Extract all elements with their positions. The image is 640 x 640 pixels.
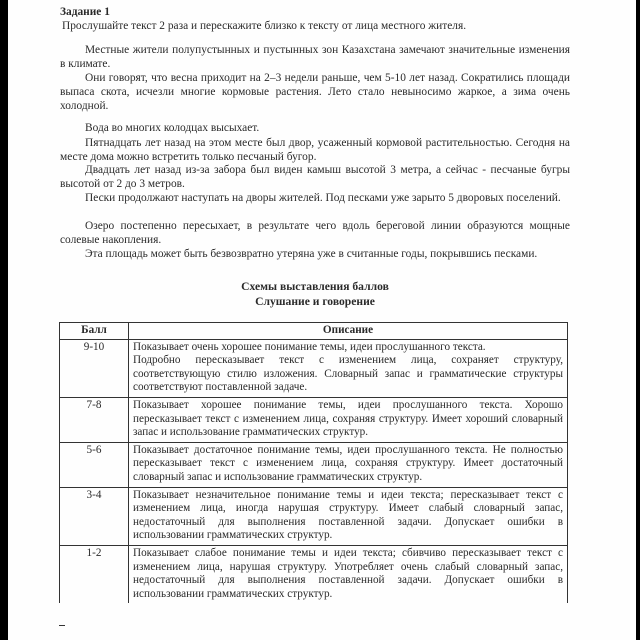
- paragraph: Вода во многих колодцах высыхает.: [85, 122, 260, 134]
- score-cell: 5-6: [60, 442, 129, 487]
- table-row: [60, 545, 568, 603]
- table-row: [60, 339, 568, 397]
- description-line: Подробно пересказывает текст с изменением лица, сохраняет структуру, соответствующую стилю изложения. Словарный запас и грамматические структуры соответствуют поставленной задаче.: [133, 354, 563, 394]
- description-cell: Показывает незначительное понимание темы и идеи текста; пересказывает текст с изменением лица, иногда нарушая структуру. Имеет слабый словарный запас, недостаточный для выполнения поставленной задачи. Допускает ошибки в использовании грамматических структур.: [129, 487, 568, 545]
- header-score: Балл: [60, 323, 129, 340]
- paragraph: Они говорят, что весна приходит на 2–3 недели раньше, чем 5-10 лет назад. Сократились площади выпаса скота, исчезли многие кормовые растения. Лето стало невыносимо жаркое, а зима очень холодной.: [60, 72, 570, 113]
- description-cell: Показывает достаточное понимание темы, идеи прослушанного текста. Не полностью пересказывает текст с изменением лица, сохраняя структуру. Имеет достаточный словарный запас и использование грамматических структур.: [129, 442, 568, 487]
- score-cell: 9-10: [60, 339, 129, 397]
- header-description: Описание: [129, 323, 568, 340]
- score-cell: 7-8: [60, 397, 129, 442]
- table-row: [60, 487, 568, 545]
- description-line: Показывает очень хорошее понимание темы, идеи прослушанного текста.: [133, 340, 486, 353]
- description-cell: [129, 339, 568, 397]
- paragraph: Двадцать лет назад из-за забора был виден камыш высотой 3 метра, а сейчас - песчаные бугры высотой от 2 до 3 метров.: [60, 164, 570, 191]
- paragraph: Пятнадцать лет назад на этом месте был двор, усаженный кормовой растительностью. Сегодня на месте дома можно встретить только песчаный бугор.: [60, 137, 570, 164]
- paragraph: Пески продолжают наступать на дворы жителей. Под песками уже зарыто 5 дворовых поселений.: [85, 192, 561, 204]
- table-corner-mark: [59, 625, 65, 626]
- task-title: Задание 1: [60, 6, 110, 18]
- scoring-table: [59, 322, 568, 603]
- description-cell: Показывает хорошее понимание темы, идеи прослушанного текста. Хорошо пересказывает текст с изменением лица, сохраняя структуру. Имеет хороший словарный запас и использование грамматических структур.: [129, 397, 568, 442]
- paragraph: Эта площадь может быть безвозвратно утеряна уже в считанные годы, покрывшись песками.: [85, 248, 538, 260]
- score-cell: 3-4: [60, 487, 129, 545]
- table-header-row: [60, 323, 568, 340]
- scoring-heading: Схемы выставления баллов: [241, 280, 389, 293]
- score-cell: 1-2: [60, 545, 129, 603]
- task-instruction: Прослушайте текст 2 раза и перескажите близко к тексту от лица местного жителя.: [62, 20, 467, 32]
- paragraph: Местные жители полупустынных и пустынных зон Казахстана замечают значительные изменения в климате.: [60, 44, 570, 71]
- table-row: [60, 397, 568, 442]
- paragraph: Озеро постепенно пересыхает, в результате чего вдоль береговой линии образуются мощные солевые накопления.: [60, 220, 570, 247]
- scoring-subheading: Слушание и говорение: [255, 295, 375, 308]
- description-cell: Показывает слабое понимание темы и идеи текста; сбивчиво пересказывает текст с изменением лица, нарушая структуру. Употребляет очень слабый словарный запас, недостаточный для выполнения поставленной задачи. Допускает ошибки в использовании грамматических структур.: [129, 545, 568, 603]
- table-row: [60, 442, 568, 487]
